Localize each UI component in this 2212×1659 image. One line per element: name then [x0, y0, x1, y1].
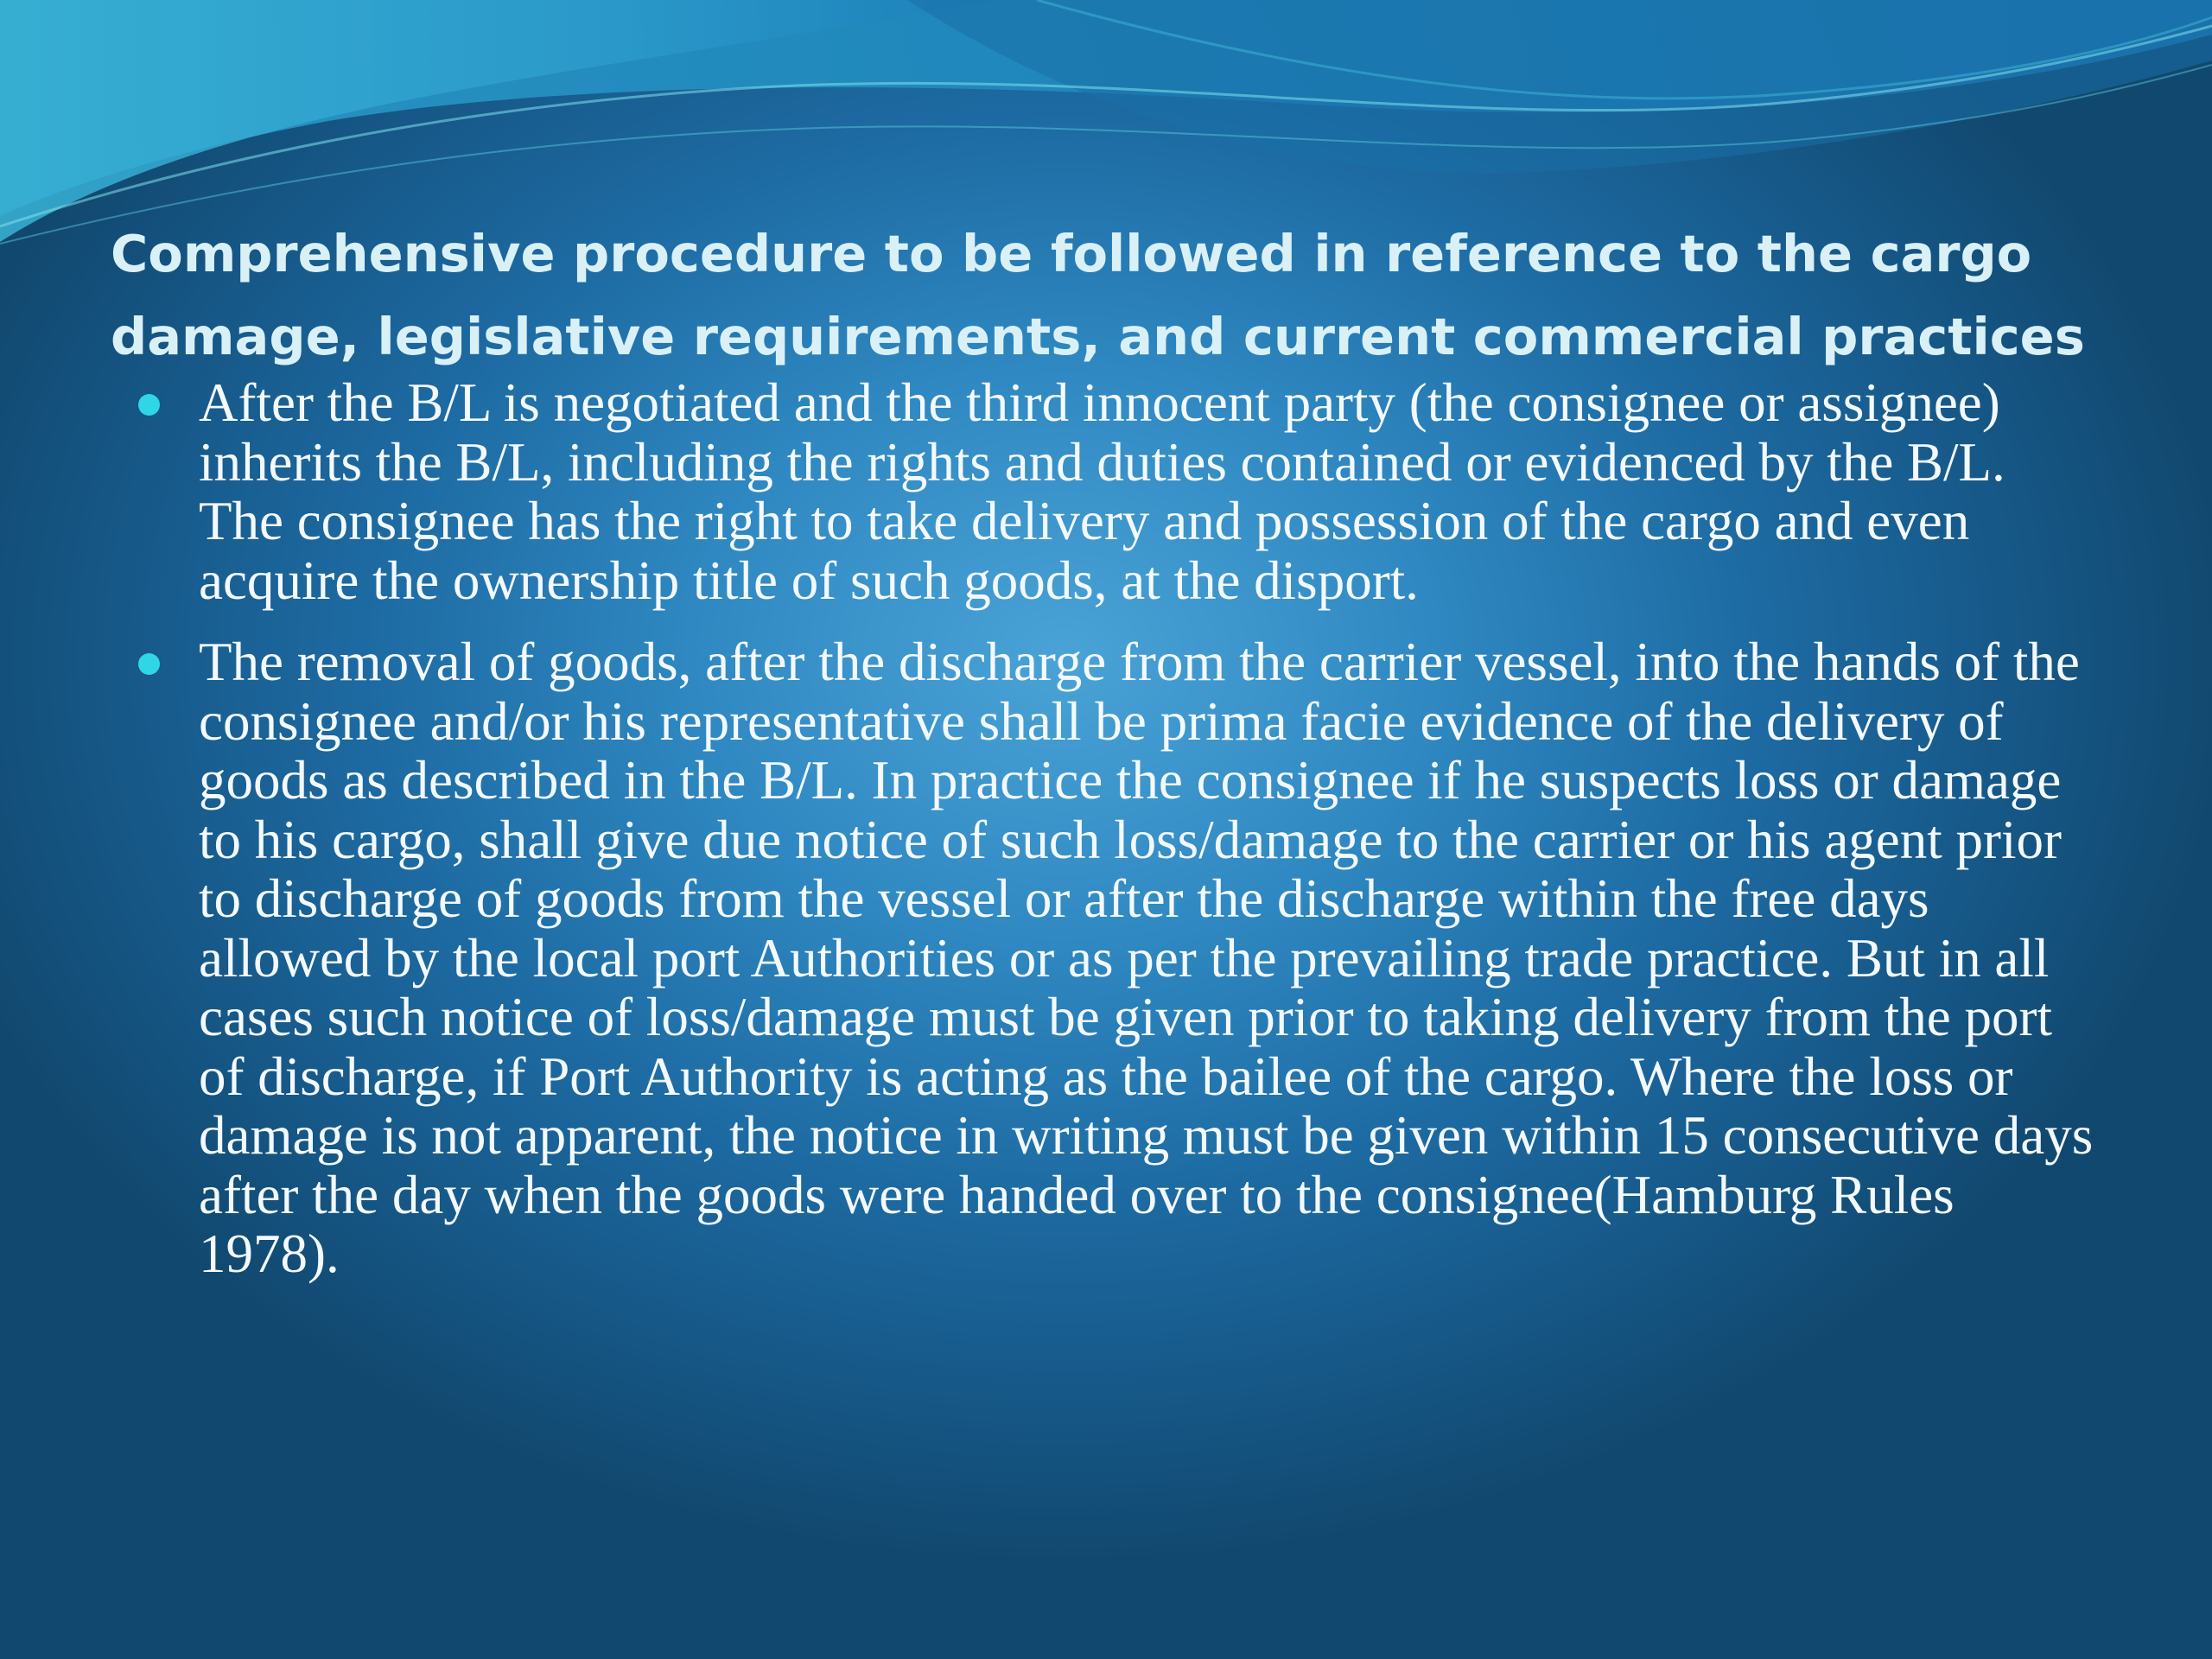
bullet-list	[112, 373, 2100, 1306]
bullet-item	[112, 373, 2100, 610]
bullet-text: After the B/L is negotiated and the third innocent party (the consignee or assignee) inherits the B/L, including the rights and duties contained or evidenced by the B/L. The consignee has the right to take delivery and possession of the cargo and even acquire the ownership title of such goods, at the disport.	[199, 372, 2005, 611]
bullet-item	[112, 632, 2100, 1284]
bullet-dot-icon	[138, 394, 160, 416]
slide-title: Comprehensive procedure to be followed in reference to the cargo damage, legislative requirements, and current commercial practices	[111, 224, 2085, 366]
bullet-text: The removal of goods, after the discharge from the carrier vessel, into the hands of the consignee and/or his representative shall be prima facie evidence of the delivery of goods as described in the B/L. In practice the consignee if he suspects loss or damage to his cargo, shall give due notice of such loss/damage to the carrier or his agent prior to discharge of goods from the vessel or after the discharge within the free days allowed by the local port Authorities or as per the prevailing trade practice. But in all cases such notice of loss/damage must be given prior to taking delivery from the port of discharge, if Port Authority is acting as the bailee of the cargo. Where the loss or damage is not apparent, the notice in writing must be given within 15 consecutive days after the day when the goods were handed over to the consignee(Hamburg Rules 1978).	[199, 632, 2094, 1284]
bullet-dot-icon	[138, 653, 160, 675]
